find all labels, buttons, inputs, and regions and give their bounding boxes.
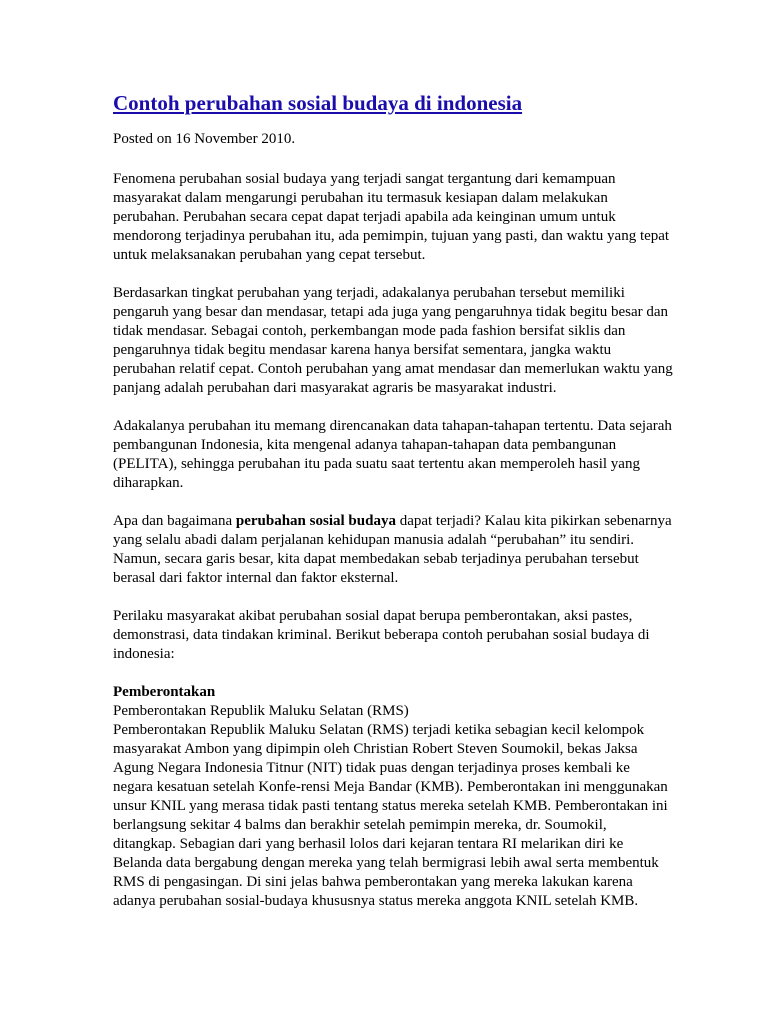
paragraph-level-of-change: Berdasarkan tingkat perubahan yang terjadi, adakalanya perubahan tersebut memiliki pengaruh yang besar dan mendasar, tetapi ada juga yang pengaruhnya tidak begitu besar dan tidak mendasar. Sebagai contoh, perkembangan mode pada fashion bersifat siklis dan pengaruhnya tidak begitu mendasar karena hanya bersifat sementara, jangka waktu perubahan relatif cepat. Contoh perubahan yang amat mendasar dan memerlukan waktu yang panjang adalah perubahan dari masyarakat agraris be masyarakat industri. [113, 285, 673, 396]
section-rms [113, 683, 673, 911]
document-page [113, 88, 673, 930]
section-heading: Pemberontakan [113, 684, 216, 700]
paragraph-causes-end: dapat terjadi? Kalau kita pikirkan sebenarnya yang selalu abadi dalam perjalanan kehidupan manusia adalah “perubahan” itu sendiri. Namun, secara garis besar, kita dapat membedakan sebab terjadinya perubahan tersebut berasal dari faktor internal dan faktor eksternal. [113, 513, 672, 586]
section-subheading: Pemberontakan Republik Maluku Selatan (RMS) [113, 703, 409, 719]
article-title [113, 88, 673, 118]
section-body: Pemberontakan Republik Maluku Selatan (RMS) terjadi ketika sebagian kecil kelompok masyarakat Ambon yang dipimpin oleh Christian Robert Steven Soumokil, bekas Jaksa Agung Negara Indonesia Titnur (NIT) tidak puas dengan terjadinya proses kembali ke negara kesatuan setelah Konfe-rensi Meja Bandar (KMB). Pemberontakan ini menggunakan unsur KNIL yang merasa tidak pasti tentang status mereka setelah KMB. Pemberontakan ini berlangsung sekitar 4 balms dan berakhir setelah pemimpin mereka, dr. Soumokil, ditangkap. Sebagian dari yang berhasil lolos dari kejaran tentara RI melarikan diri ke Belanda data bergabung dengan mereka yang telah bermigrasi lebih awal serta membentuk RMS di pengasingan. Di sini jelas bahwa pemberontakan yang mereka lakukan karena adanya perubahan sosial-budaya khususnya status mereka anggota KNIL setelah KMB. [113, 722, 668, 909]
paragraph-causes [113, 512, 673, 588]
paragraph-behavior: Perilaku masyarakat akibat perubahan sosial dapat berupa pemberontakan, aksi pastes, demonstrasi, data tindakan kriminal. Berikut beberapa contoh perubahan sosial budaya di indonesia: [113, 608, 650, 662]
paragraph-planned-change: Adakalanya perubahan itu memang direncanakan data tahapan-tahapan tertentu. Data sejarah pembangunan Indonesia, kita mengenal adanya tahapan-tahapan data pembangunan (PELITA), sehingga perubahan itu pada suatu saat tertentu akan memperoleh hasil yang diharapkan. [113, 418, 672, 491]
paragraph-causes-start: Apa dan bagaimana [113, 513, 236, 529]
posted-date: Posted on 16 November 2010. [113, 131, 296, 147]
article-title-link[interactable]: Contoh perubahan sosial budaya di indonesia [113, 91, 523, 115]
bold-keyword: perubahan sosial budaya [235, 513, 396, 529]
paragraph-intro: Fenomena perubahan sosial budaya yang terjadi sangat tergantung dari kemampuan masyarakat dalam mengarungi perubahan itu termasuk kesiapan dalam melakukan perubahan. Perubahan secara cepat dapat terjadi apabila ada keinginan umum untuk mendorong terjadinya perubahan itu, ada pemimpin, tujuan yang pasti, dan waktu yang tepat untuk melaksanakan perubahan yang cepat tersebut. [113, 171, 670, 263]
